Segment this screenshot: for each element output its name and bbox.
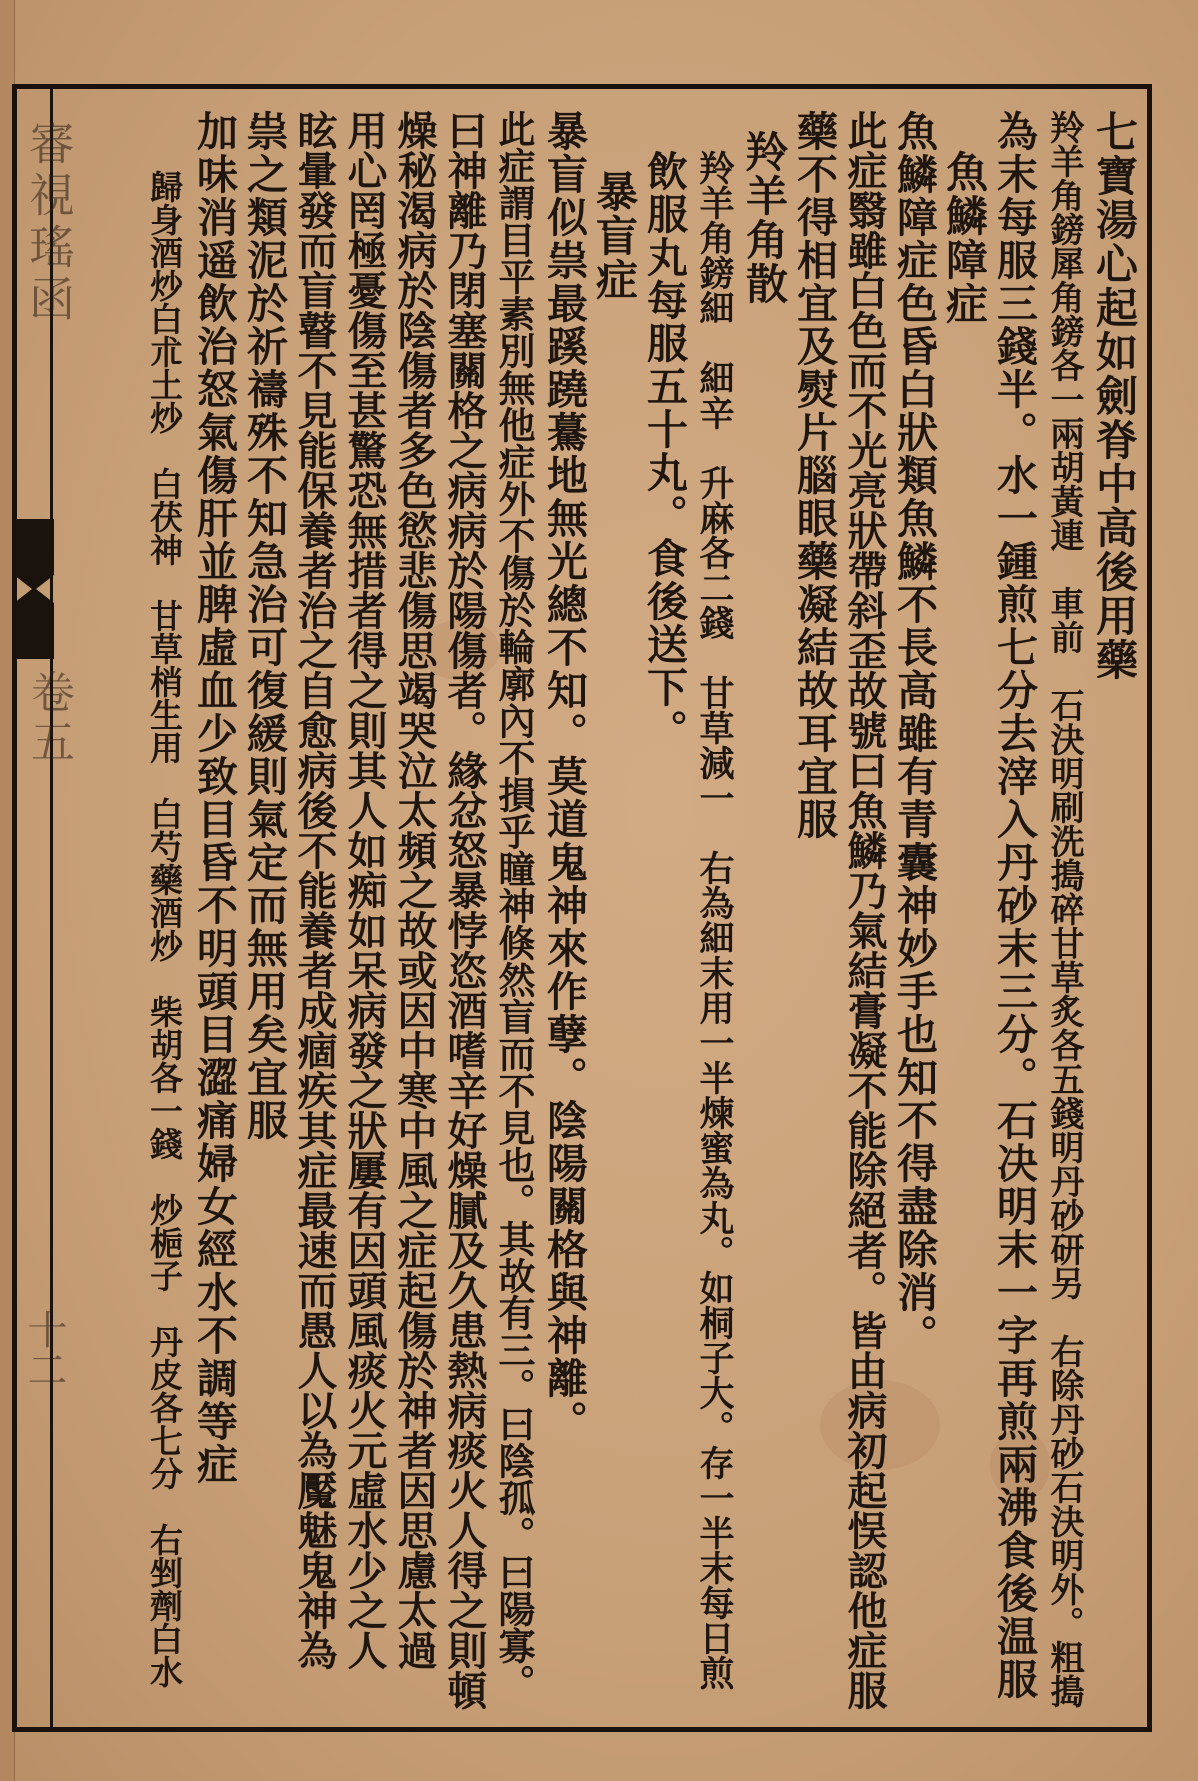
formula-heading: 羚羊角散 bbox=[740, 130, 789, 306]
text-column: 曰神離乃閉塞關格之病病於陽傷者。緣忿怒暴悖恣酒嗜辛好燥膩及久患熱病痰火人得之則頓 bbox=[441, 110, 488, 1710]
page-number: 十二 bbox=[21, 1309, 67, 1389]
section-heading: 暴盲症 bbox=[590, 170, 639, 302]
margin-divider-line bbox=[50, 84, 53, 1732]
text-column: 燥秘渴病於陰傷者多色慾悲傷思竭哭泣太頻之故或因中寒中風之症起傷於神者因思慮太過 bbox=[391, 110, 438, 1670]
book-title: 審視瑤函 bbox=[22, 119, 76, 327]
text-column: 七寶湯心起如劍脊中高後用藥 bbox=[1090, 110, 1139, 682]
text-column: 用心罔極憂傷至甚驚恐無措者得之則其人如痴如呆病發之狀屢有因頭風痰火元虛水少之人 bbox=[341, 110, 388, 1670]
text-column: 此症謂目平素別無他症外不傷於輪廓內不損乎瞳神倏然盲而不見也。其故有三。曰陰孤。曰陽寡。 bbox=[492, 110, 536, 1701]
page-margin bbox=[14, 89, 76, 1727]
text-column: 藥不得相宜及熨片腦眼藥凝結故耳宜服 bbox=[790, 110, 838, 841]
text-column: 飲服丸每服五十丸。食後送下。 bbox=[640, 150, 688, 752]
formula-heading: 加味消遥飲治怒氣傷肝並脾虛血少致目昏不明頭目澀痛婦女經水不調等症 bbox=[190, 110, 238, 1486]
section-heading: 魚鱗障症 bbox=[940, 150, 989, 326]
text-column: 羚羊角鎊細 細辛 升麻各二錢 甘草減一 右為細末用一半煉蜜為丸。如桐子大。存一半末每日煎 bbox=[694, 150, 735, 1690]
volume-label: 卷五 bbox=[23, 669, 74, 769]
verse-column: 魚鱗障症色昏白狀類魚鱗不長高雖有青囊神妙手也知不得盡除消。 bbox=[890, 110, 938, 1357]
text-column: 祟之類泥於祈禱殊不知急治可復緩則氣定而無用矣宜服 bbox=[240, 110, 288, 1142]
verse-column: 暴盲似祟最蹊蹺驀地無光總不知。莫道鬼神來作孽。陰陽關格與神離。 bbox=[540, 110, 588, 1443]
text-column: 歸身酒炒白朮土炒 白茯神 甘草梢生用 白芍藥酒炒 柴胡各一錢 炒梔子 丹皮各七分 右剉劑白水 bbox=[145, 170, 184, 1688]
text-column: 為末每服三錢半。水一鍾煎七分去滓入丹砂末三分。石决明末一字再煎兩沸食後温服 bbox=[990, 110, 1038, 1701]
fish-tail-mark-icon bbox=[14, 519, 54, 659]
text-column: 此症翳雖白色而不光亮狀帶斜歪故號曰魚鱗乃氣結膏凝不能除絕者。皆由病初起悮認他症服 bbox=[841, 110, 888, 1710]
text-column: 眩暈發而盲瞽不見能保養者治之自愈病後不能養者成痼疾其症最速而愚人以為魘魅鬼神為 bbox=[291, 110, 338, 1670]
main-text-area bbox=[60, 110, 1138, 1710]
text-column: 羚羊角鎊犀角鎊各一兩胡黃連 車前 石決明刷洗搗碎甘草炙各五錢明丹砂研另 右除丹砂石決明外。粗搗 bbox=[1044, 110, 1084, 1708]
